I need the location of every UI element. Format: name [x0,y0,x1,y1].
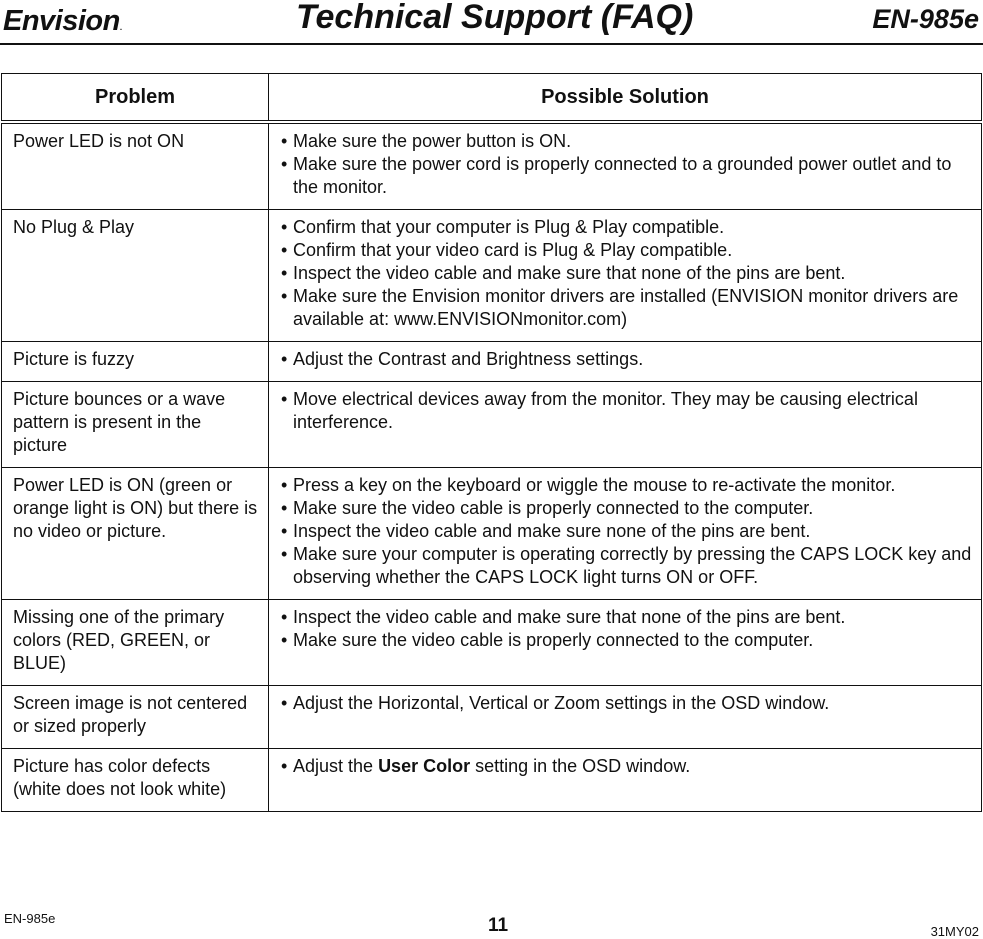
problem-cell: Screen image is not centered or sized properly [2,686,269,749]
solution-list [281,388,977,434]
solution-item: • Move electrical devices away from the monitor. They may be causing electrical interference. [281,388,977,434]
envision-logo [3,6,122,43]
footer-code: 31MY02 [930,924,979,939]
solution-item: • Make sure your computer is operating correctly by pressing the CAPS LOCK key and observing whether the CAPS LOCK light turns ON or OFF. [281,543,977,589]
solution-list [281,348,977,371]
solution-list [281,606,977,652]
table-row [2,686,982,749]
table-row [2,600,982,686]
solution-item: • Make sure the video cable is properly connected to the computer. [281,497,977,520]
footer-model: EN-985e [4,911,56,926]
problem-cell: Missing one of the primary colors (RED, GREEN, or BLUE) [2,600,269,686]
problem-cell: Picture is fuzzy [2,342,269,382]
solution-item: • Inspect the video cable and make sure that none of the pins are bent. [281,262,977,285]
solution-item [281,755,977,778]
solution-list [281,755,977,778]
page-number: 11 [488,915,509,936]
solution-item: • Inspect the video cable and make sure that none of the pins are bent. [281,606,977,629]
table-row [2,749,982,812]
solution-cell [269,686,982,749]
table-row [2,210,982,342]
solution-item: • Make sure the power button is ON. [281,130,977,153]
column-header-solution: Possible Solution [269,74,982,123]
table-row [2,122,982,210]
solution-text: setting in the OSD window. [470,756,691,776]
page-title: Technical Support (FAQ) [296,0,694,36]
solution-cell [269,468,982,600]
solution-list [281,130,977,199]
table-row [2,468,982,600]
solution-item: • Confirm that your computer is Plug & Play compatible. [281,216,977,239]
header-divider [0,43,983,45]
faq-table [1,73,982,812]
solution-cell [269,342,982,382]
logo-trademark: . [119,23,122,32]
problem-cell: Power LED is ON (green or orange light is ON) but there is no video or picture. [2,468,269,600]
solution-list [281,692,977,715]
solution-emphasis: User Color [378,756,471,776]
logo-text: Envision [3,5,120,37]
problem-cell: Picture has color defects (white does not look white) [2,749,269,812]
solution-cell [269,600,982,686]
solution-item: • Press a key on the keyboard or wiggle the mouse to re-activate the monitor. [281,474,977,497]
solution-item: • Make sure the Envision monitor drivers are installed (ENVISION monitor drivers are available at: www.ENVISIONmonitor.com) [281,285,977,331]
model-name: EN-985e [872,4,979,34]
solution-item: • Adjust the Horizontal, Vertical or Zoom settings in the OSD window. [281,692,977,715]
solution-cell [269,749,982,812]
table-row [2,382,982,468]
table-row [2,342,982,382]
problem-cell: Picture bounces or a wave pattern is present in the picture [2,382,269,468]
solution-item: • Make sure the power cord is properly connected to a grounded power outlet and to the monitor. [281,153,977,199]
page-header [0,0,983,46]
solution-list [281,474,977,589]
solution-list [281,216,977,331]
solution-item: • Inspect the video cable and make sure none of the pins are bent. [281,520,977,543]
solution-item: • Confirm that your video card is Plug & Play compatible. [281,239,977,262]
solution-cell [269,210,982,342]
table-header-row [2,74,982,123]
solution-text: Adjust the [293,756,379,776]
solution-item: • Adjust the Contrast and Brightness settings. [281,348,977,371]
faq-table-body [2,122,982,812]
problem-cell: No Plug & Play [2,210,269,342]
solution-item: • Make sure the video cable is properly connected to the computer. [281,629,977,652]
solution-cell [269,382,982,468]
column-header-problem: Problem [2,74,269,123]
solution-cell [269,122,982,210]
problem-cell: Power LED is not ON [2,122,269,210]
